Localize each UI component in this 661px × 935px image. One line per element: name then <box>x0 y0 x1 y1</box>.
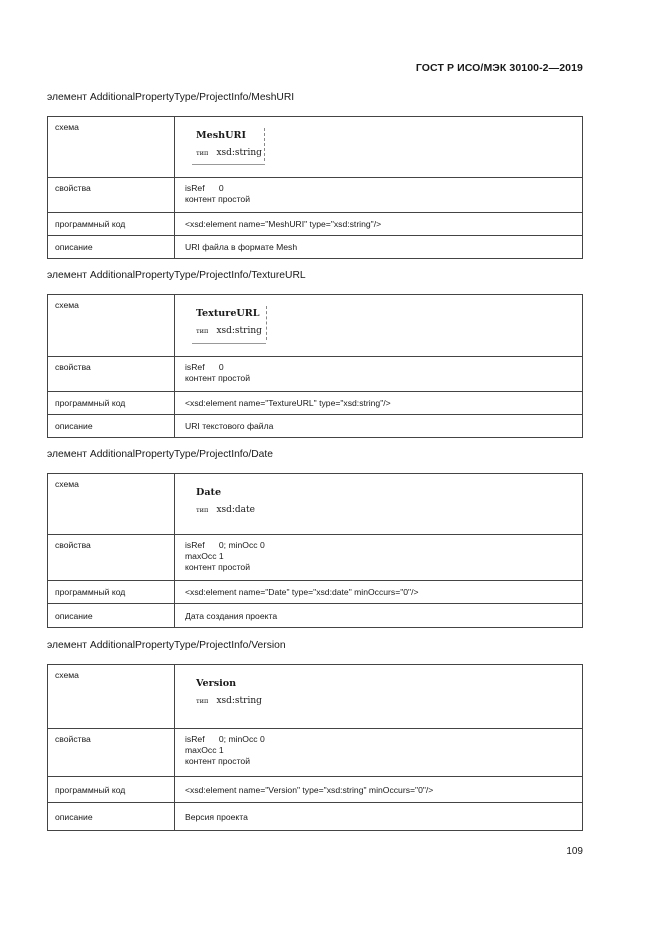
source-code: <xsd:element name="TextureURL" type="xsd:string"/> <box>175 392 583 415</box>
section-title-version: элемент AdditionalPropertyType/ProjectInfo/Version <box>47 640 286 651</box>
element-name: Version <box>196 678 237 689</box>
description-label: описание <box>48 236 175 259</box>
section-title-meshuri: элемент AdditionalPropertyType/ProjectInfo/MeshURI <box>47 92 295 103</box>
schema-diagram <box>196 130 262 158</box>
element-name: MeshURI <box>196 130 246 141</box>
section-title-date: элемент AdditionalPropertyType/ProjectInfo/Date <box>47 449 273 460</box>
properties-value <box>175 178 583 213</box>
source-code: <xsd:element name="MeshURI" type="xsd:string"/> <box>175 213 583 236</box>
property-line: контент простой <box>185 373 250 383</box>
spec-table-meshuri <box>47 116 583 259</box>
element-type: xsd:string <box>216 148 262 158</box>
description-value: Дата создания проекта <box>175 604 583 628</box>
property-line: isRef 0 <box>185 362 224 372</box>
type-tag: тип <box>196 506 209 514</box>
element-type: xsd:date <box>216 505 255 515</box>
schema-label: схема <box>48 665 175 729</box>
properties-label: свойства <box>48 357 175 392</box>
property-line: isRef 0; minOcc 0 <box>185 734 265 744</box>
element-type: xsd:string <box>216 696 262 706</box>
description-value: Версия проекта <box>175 803 583 831</box>
schema-diagram-cell <box>175 117 583 178</box>
description-value: URI файла в формате Mesh <box>175 236 583 259</box>
document-header: ГОСТ Р ИСО/МЭК 30100-2—2019 <box>415 62 583 74</box>
property-line: isRef 0; minOcc 0 <box>185 540 265 550</box>
property-line: isRef 0 <box>185 183 224 193</box>
schema-diagram <box>196 678 262 706</box>
properties-label: свойства <box>48 178 175 213</box>
schema-label: схема <box>48 117 175 178</box>
spec-table-date <box>47 473 583 628</box>
type-tag: тип <box>196 697 209 705</box>
type-tag: тип <box>196 149 209 157</box>
schema-label: схема <box>48 474 175 535</box>
properties-value <box>175 357 583 392</box>
element-name: TextureURL <box>196 308 260 319</box>
element-type: xsd:string <box>216 326 262 336</box>
property-line: контент простой <box>185 562 250 572</box>
description-label: описание <box>48 604 175 628</box>
source-label: программный код <box>48 777 175 803</box>
property-line: maxOcc 1 <box>185 745 224 755</box>
description-label: описание <box>48 803 175 831</box>
section-title-textureurl: элемент AdditionalPropertyType/ProjectInfo/TextureURL <box>47 270 306 281</box>
properties-value <box>175 729 583 777</box>
property-line: maxOcc 1 <box>185 551 224 561</box>
description-label: описание <box>48 415 175 438</box>
source-label: программный код <box>48 581 175 604</box>
property-line: контент простой <box>185 756 250 766</box>
spec-table-version <box>47 664 583 831</box>
properties-value <box>175 535 583 581</box>
source-code: <xsd:element name="Version" type="xsd:string" minOccurs="0"/> <box>175 777 583 803</box>
schema-diagram-cell <box>175 474 583 535</box>
type-tag: тип <box>196 327 209 335</box>
properties-label: свойства <box>48 729 175 777</box>
schema-diagram-cell <box>175 295 583 357</box>
property-line: контент простой <box>185 194 250 204</box>
description-value: URI текстового файла <box>175 415 583 438</box>
source-code: <xsd:element name="Date" type="xsd:date" minOccurs="0"/> <box>175 581 583 604</box>
source-label: программный код <box>48 213 175 236</box>
source-label: программный код <box>48 392 175 415</box>
element-name: Date <box>196 487 222 498</box>
page-number: 109 <box>566 846 583 857</box>
schema-diagram <box>196 487 255 515</box>
schema-label: схема <box>48 295 175 357</box>
properties-label: свойства <box>48 535 175 581</box>
schema-diagram <box>196 308 262 336</box>
spec-table-textureurl <box>47 294 583 438</box>
schema-diagram-cell <box>175 665 583 729</box>
